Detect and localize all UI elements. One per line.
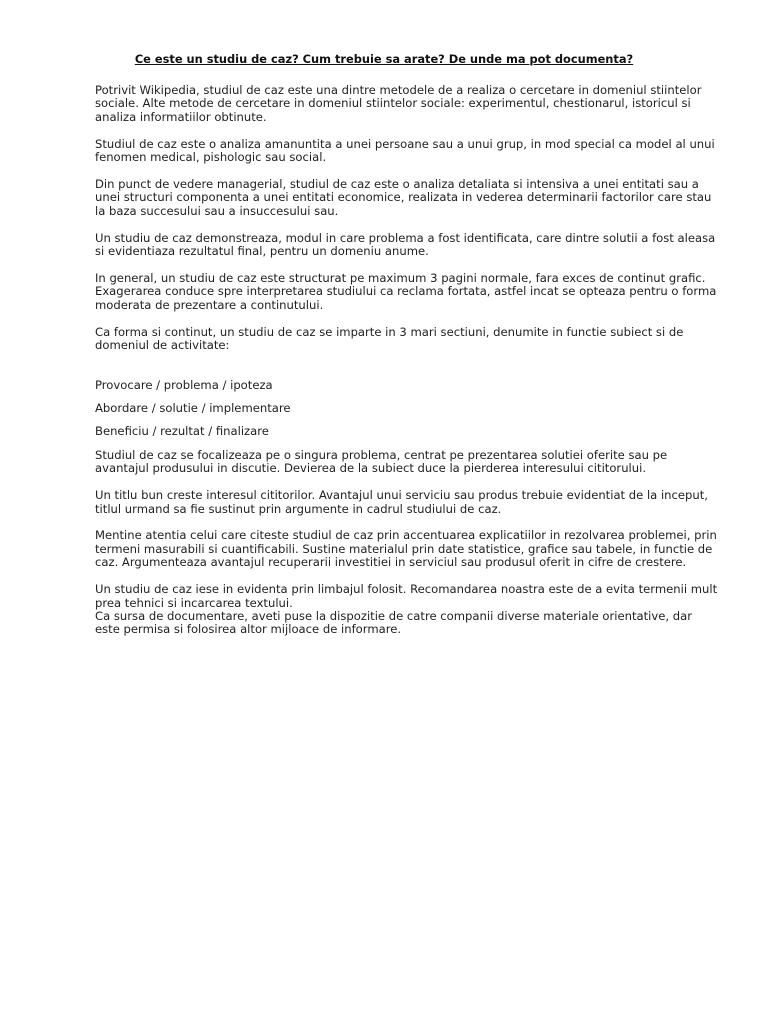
section-item-beneficiu: Beneficiu / rezultat / finalizare	[95, 424, 269, 439]
paragraph-title: Un titlu bun creste interesul cititorilor. Avantajul unui serviciu sau produs trebuie evidentiat de la inceput, titlul urmand sa fie sustinut prin argumente in cadrul studiului de caz.	[95, 488, 708, 516]
paragraph-analysis: Studiul de caz este o analiza amanuntita a unei persoane sau a unui grup, in mod special ca model al unui fenomen medical, pishologic sau social.	[95, 136, 715, 165]
paragraph-demonstration: Un studiu de caz demonstreaza, modul in care problema a fost identificata, care dintre solutii a fost aleasa si evidentiaza rezultatul final, pentru un domeniu anume.	[95, 230, 716, 259]
paragraph-focus: Studiul de caz se focalizeaza pe o singura problema, centrat pe prezentarea solutiei oferite sau pe avantajul produsului in discutie. Devierea de la subiect duce la pierderea interesului cititorului.	[95, 447, 668, 476]
paragraph-structure: In general, un studiu de caz este structurat pe maximum 3 pagini normale, fara exces de continut grafic. Exagerarea conduce spre interpretarea studiului ca reclama fortata, astfel incat se opteaza pentru o forma moderata de prezentare a continutului.	[95, 271, 717, 312]
paragraph-managerial: Din punct de vedere managerial, studiul de caz este o analiza detaliata si intensiva a unei entitati sau a unei structuri componenta a unei entitati economice, realizata in vederea determinarii factorilor care stau la baza succesului sau a insuccesului sau.	[95, 177, 712, 218]
paragraph-definition: Potrivit Wikipedia, studiul de caz este una dintre metodele de a realiza o cercetare in domeniul stiintelor sociale. Alte metode de cercetare in domeniul stiintelor sociale: experimentul, chestionarul, istoricul si analiza informatiilor obtinute.	[95, 83, 702, 124]
document-body	[95, 84, 720, 650]
paragraph-sources: Ca sursa de documentare, aveti puse la dispozitie de catre companii diverse materiale orientative, dar este permisa si folosirea altor mijloace de informare.	[95, 608, 692, 637]
section-item-abordare: Abordare / solutie / implementare	[95, 401, 291, 415]
paragraph-language: Un studiu de caz iese in evidenta prin limbajul folosit. Recomandarea noastra este de a evita termenii mult prea tehnici si incarcarea textului.	[95, 582, 718, 610]
paragraph-attention: Mentine atentia celui care citeste studiul de caz prin accentuarea explicatiilor in rezolvarea problemei, prin termeni masurabili si cuantificabili. Sustine materialul prin date statistice, grafice sau tabele, in functie de caz. Argumenteaza avantajul recuperarii investitiei in serviciul sau produsul oferit in cifre de crestere.	[95, 528, 717, 570]
paragraph-sections-intro: Ca forma si continut, un studiu de caz se imparte in 3 mari sectiuni, denumite in functie subiect si de domeniul de activitate:	[95, 324, 684, 353]
document-title: Ce este un studiu de caz? Cum trebuie sa arate? De unde ma pot documenta?	[134, 52, 634, 66]
section-item-provocare: Provocare / problema / ipoteza	[95, 377, 273, 392]
